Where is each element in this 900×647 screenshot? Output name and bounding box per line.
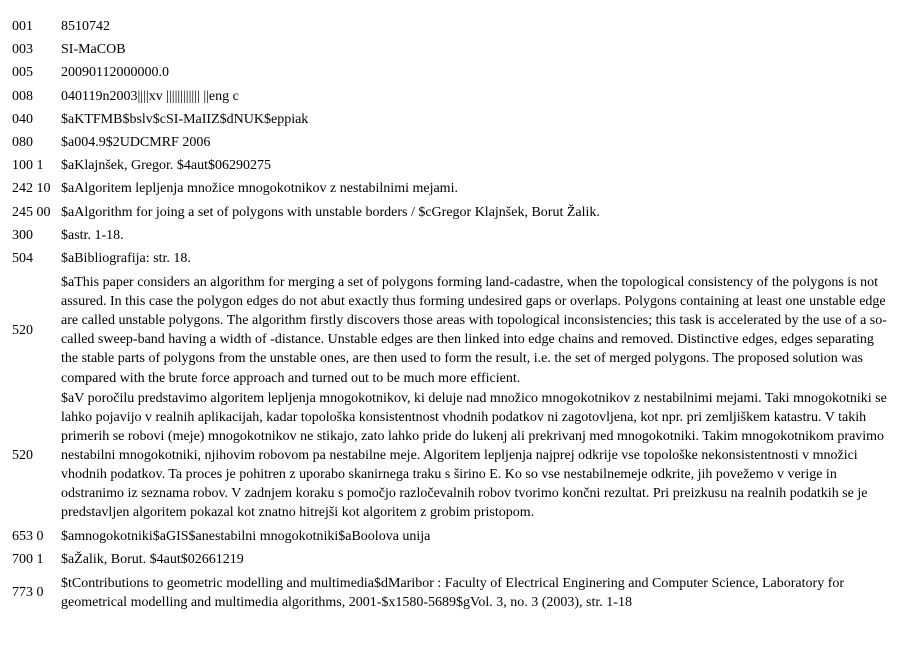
field-value: $aBibliografija: str. 18.	[61, 250, 191, 266]
field-003	[12, 40, 887, 63]
field-040	[12, 110, 887, 133]
field-242	[12, 179, 887, 202]
field-value: $aAlgoritem lepljenja množice mnogokotnikov z nestabilnimi mejami.	[61, 181, 458, 197]
field-tag: 520	[12, 447, 33, 463]
field-tag: 653 0	[12, 529, 44, 545]
field-tag: 520	[12, 322, 33, 338]
field-value: $aKTFMB$bslv$cSI-MaIIZ$dNUK$eppiak	[61, 111, 309, 127]
field-tag: 300	[12, 227, 33, 243]
field-773	[12, 574, 887, 612]
field-tag: 245 00	[12, 204, 51, 220]
field-value: $aKlajnšek, Gregor. $4aut$06290275	[61, 158, 271, 174]
field-value: $aAlgorithm for joing a set of polygons with unstable borders / $cGregor Klajnšek, Borut Žalik.	[61, 204, 600, 220]
field-005	[12, 63, 887, 86]
field-value: $astr. 1-18.	[61, 227, 124, 243]
field-001	[12, 17, 887, 40]
field-tag: 040	[12, 111, 33, 127]
field-008	[12, 87, 887, 110]
field-tag: 080	[12, 134, 33, 150]
field-tag: 100 1	[12, 158, 44, 174]
field-value: $a004.9$2UDCMRF 2006	[61, 134, 211, 150]
marc-record	[12, 17, 887, 612]
field-504	[12, 249, 887, 272]
field-value: $aThis paper considers an algorithm for merging a set of polygons forming land-cadastre, when the topological consistency of the polygons is not assured. In this case the polygon edges do not abut exactly thus forming undesired gaps or overlaps. Polygons containing at least one unstable edge are called unstable polygons. The algorithm firstly discovers those areas with topological inconsistencies; this task is accelerated by the use of a so-called sweep-band having a width of -distance. Unstable edges are then linked into edge chains and removed. Distinctive edges, edges separating the stable parts of polygons from the unstable ones, are then used to form the result, i.e. the set of merged polygons. The proposed solution was compared with the brute force approach and turned out to be much more efficient.	[61, 275, 887, 386]
field-value: 040119n2003||||xv |||||||||||| ||eng c	[61, 88, 239, 104]
field-100	[12, 156, 887, 179]
field-value: $tContributions to geometric modelling and multimedia$dMaribor : Faculty of Electrical Enginering and Computer Science, Laboratory for geometrical modelling and multimedia algorithms, 2001-$x1580-5689$gVol. 3, no. 3 (2003), str. 1-18	[61, 575, 845, 610]
field-520-english-abstract	[12, 273, 887, 388]
field-tag: 005	[12, 65, 33, 81]
field-value: $aV poročilu predstavimo algoritem lepljenja mnogokotnikov, ki deluje nad množico mnogokotnikov z nestabilnimi mejami. Taki mnogokotniki se lahko pojavijo v realnih aplikacijah, kadar topološka konsistentnost vhodnih podatkov ni zagotovljena, kot npr. pri zemljiškem katastru. V takih primerih se robovi (meje) mnogokotnikov ne stikajo, zato lahko pride do lukenj ali prekrivanj med mnogokotniki. Takim mnogokotnikom pravimo nestabilni mnogokotniki, njihovim robovom pa nestabilne meje. Algoritem lepljenja najprej odkrije vse topološke nekonsistentnosti v množici vhodnih podatkov. Ta proces je pohitren z uporabo skanirnega traku s širino E. Ko so vse nestabilnemeje odkrite, jih povežemo v verige in odstranimo iz seznama robov. V zadnjem koraku s pomočjo razločevalnih robov tvorimo končni rezultat. Pri preizkusu na realnih podatkih se je predstavljen algoritem pokazal kot znatno hitrejši kot algoritem z grobim pristopom.	[61, 390, 887, 521]
field-tag: 773 0	[12, 585, 44, 601]
field-300	[12, 226, 887, 249]
field-value: SI-MaCOB	[61, 42, 126, 58]
field-520-slovene-abstract	[12, 389, 887, 523]
field-245	[12, 203, 887, 226]
field-value: $amnogokotniki$aGIS$anestabilni mnogokotniki$aBoolova unija	[61, 529, 431, 545]
field-080	[12, 133, 887, 156]
field-value: 20090112000000.0	[61, 65, 169, 81]
field-700	[12, 550, 887, 573]
field-tag: 700 1	[12, 552, 44, 568]
field-value: $aŽalik, Borut. $4aut$02661219	[61, 552, 244, 568]
field-tag: 003	[12, 42, 33, 58]
field-tag: 001	[12, 19, 33, 34]
field-tag: 008	[12, 88, 33, 104]
field-value: 8510742	[61, 19, 110, 34]
field-tag: 504	[12, 250, 33, 266]
field-653	[12, 527, 887, 550]
field-tag: 242 10	[12, 181, 51, 197]
